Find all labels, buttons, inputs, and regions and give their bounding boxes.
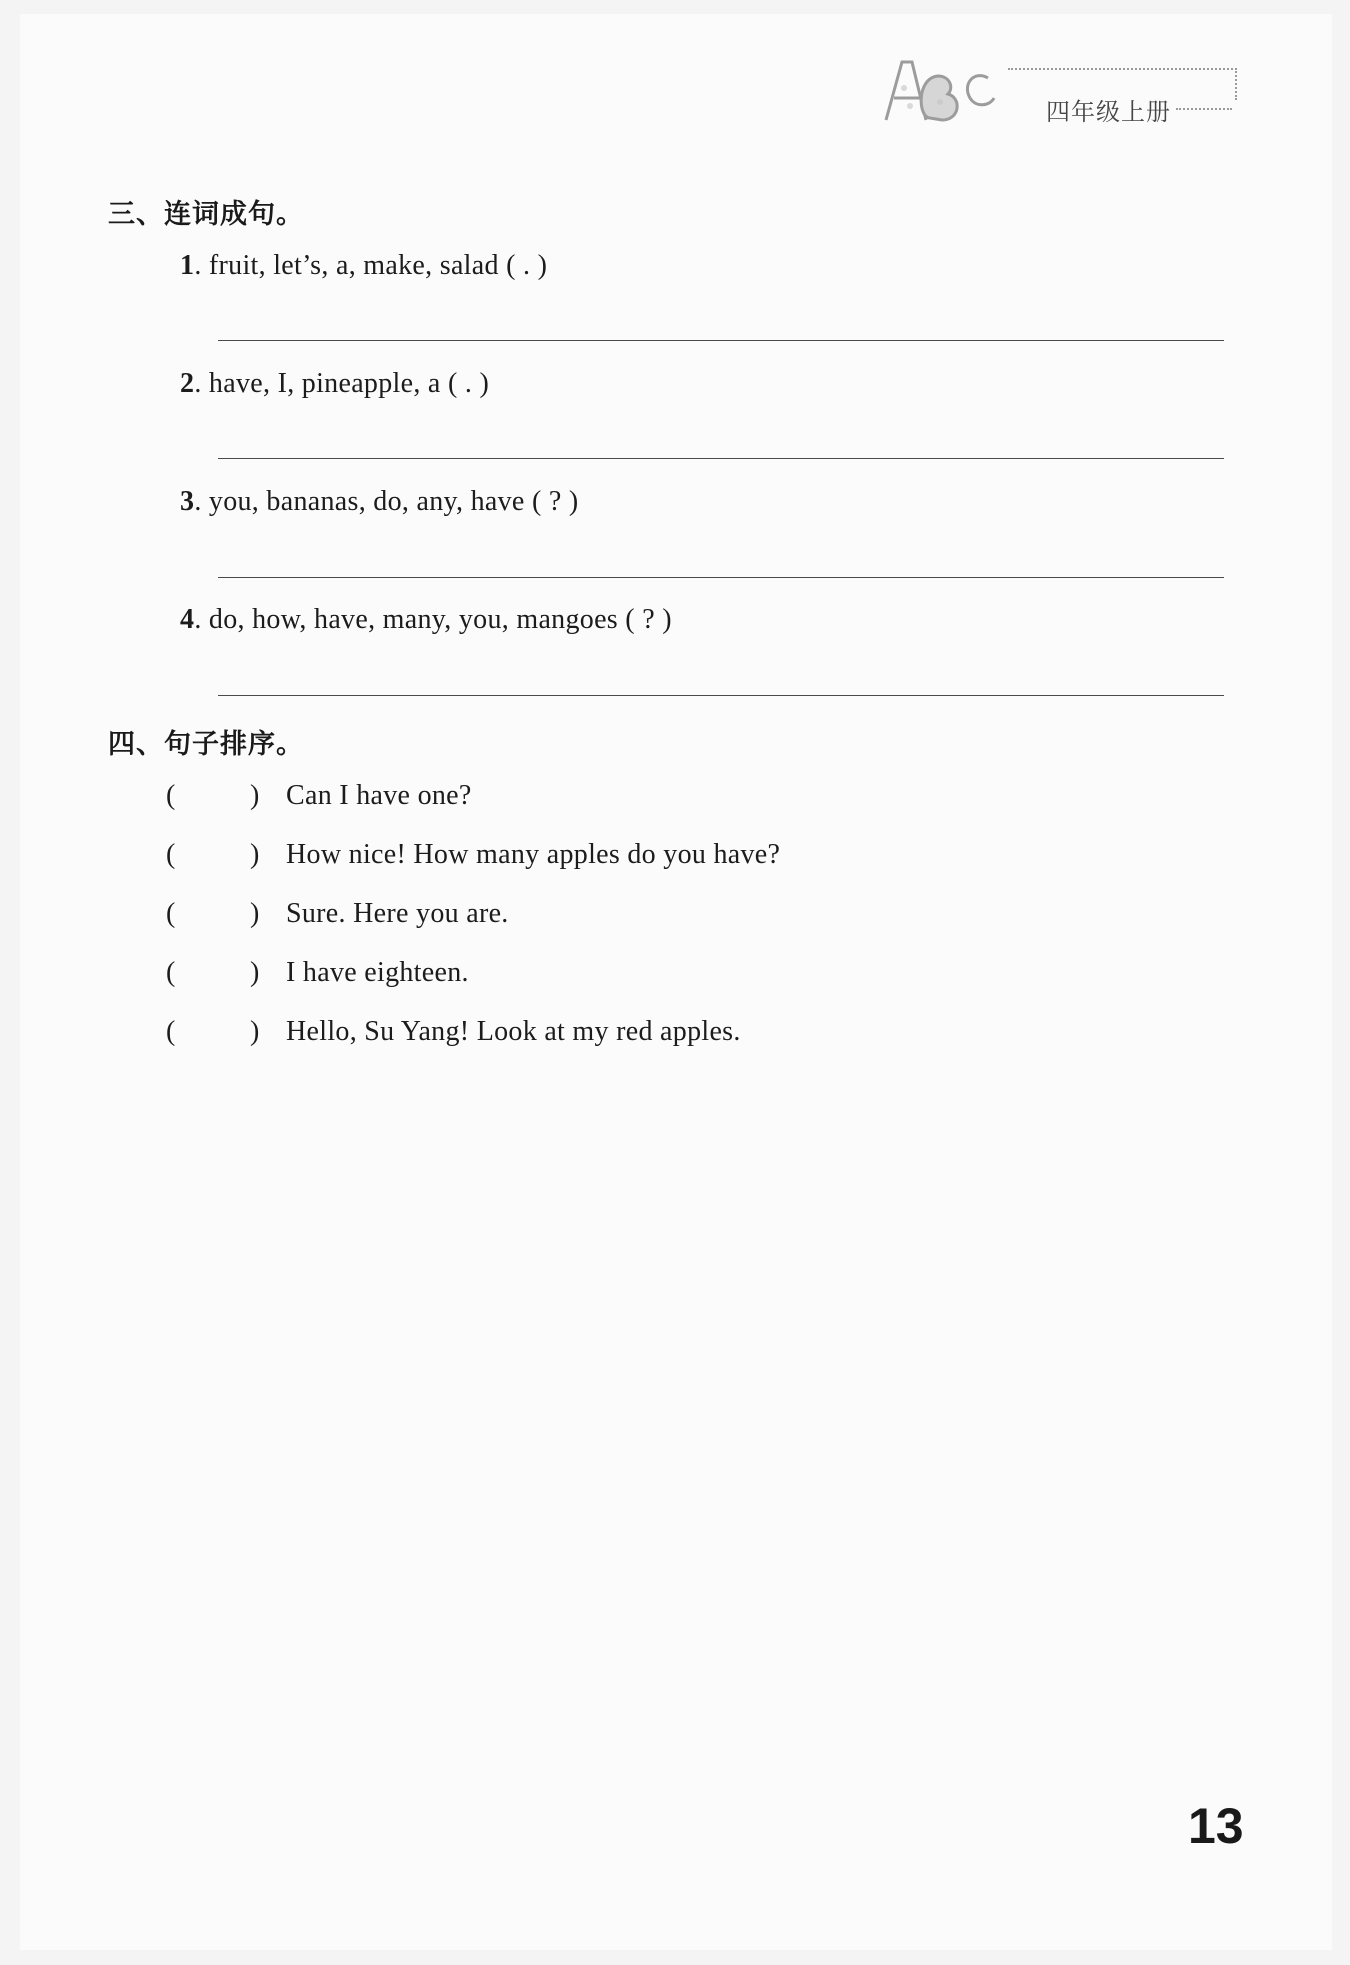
paren-close: ) — [250, 780, 260, 811]
paren-open: ( — [166, 898, 176, 929]
order-sentence: Hello, Su Yang! Look at my red apples. — [286, 1016, 741, 1047]
question-4 — [180, 604, 672, 636]
paren-close: ) — [250, 839, 260, 870]
question-number: 3 — [180, 486, 195, 517]
paren-open: ( — [166, 957, 176, 988]
answer-line-4[interactable] — [218, 695, 1224, 696]
page-number: 13 — [1188, 1798, 1244, 1854]
question-text: . have, I, pineapple, a ( . ) — [194, 368, 490, 399]
paren-close: ) — [250, 957, 260, 988]
question-text: . you, bananas, do, any, have ( ? ) — [194, 486, 579, 517]
order-sentence: I have eighteen. — [286, 957, 469, 988]
section-4-title: 四、句子排序。 — [108, 729, 304, 760]
grade-label: 四年级上册 — [1046, 99, 1171, 126]
question-number: 2 — [180, 368, 195, 399]
answer-line-3[interactable] — [218, 577, 1224, 578]
paren-close: ) — [250, 898, 260, 929]
section-3-title: 三、连词成句。 — [108, 199, 304, 230]
page-header — [878, 48, 1238, 128]
question-3 — [180, 486, 579, 518]
question-2 — [180, 368, 489, 400]
question-number: 4 — [180, 604, 195, 635]
question-number: 1 — [180, 250, 195, 281]
question-text: . fruit, let’s, a, make, salad ( . ) — [194, 250, 548, 281]
order-sentence: Sure. Here you are. — [286, 898, 509, 929]
paren-open: ( — [166, 780, 176, 811]
abc-letters-logo-icon — [878, 48, 1028, 128]
worksheet-page — [20, 14, 1332, 1950]
order-sentence: Can I have one? — [286, 780, 472, 811]
header-dotted-rule — [1176, 108, 1232, 110]
answer-line-1[interactable] — [218, 340, 1224, 341]
question-text: . do, how, have, many, you, mangoes ( ? ) — [194, 604, 672, 635]
paren-open: ( — [166, 1016, 176, 1047]
paren-close: ) — [250, 1016, 260, 1047]
order-sentence: How nice! How many apples do you have? — [286, 839, 781, 870]
paren-open: ( — [166, 839, 176, 870]
question-1 — [180, 250, 547, 282]
answer-line-2[interactable] — [218, 458, 1224, 459]
